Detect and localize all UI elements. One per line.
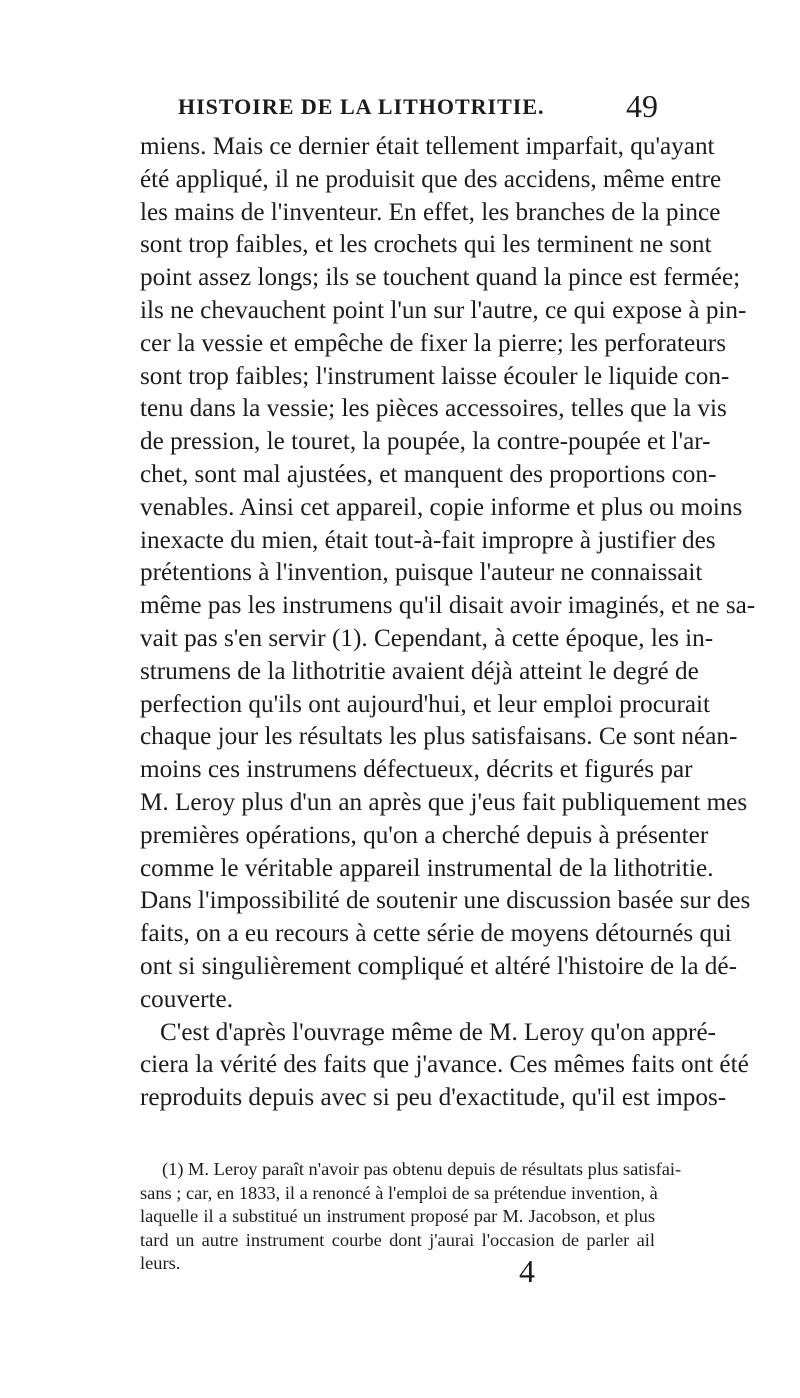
text-line: Dans l'impossibilité de soutenir une discussion basée sur des xyxy=(140,887,751,915)
text-line: couverte. xyxy=(140,985,234,1013)
text-line: ils ne chevauchent point l'un sur l'autre, ce qui expose à pin- xyxy=(140,296,747,324)
running-header xyxy=(178,88,698,128)
text-line: ciera la vérité des faits que j'avance. Ces mêmes faits ont été xyxy=(140,1051,749,1079)
text-line: les mains de l'inventeur. En effet, les branches de la pince xyxy=(140,198,721,226)
text-line: miens. Mais ce dernier était tellement imparfait, qu'ayant xyxy=(140,133,715,160)
text-line: reproduits depuis avec si peu d'exactitude, qu'il est impos- xyxy=(140,1084,727,1112)
text-line: comme le véritable appareil instrumental de la lithotritie. xyxy=(140,854,714,882)
footnote-line: laquelle il a substitué un instrument proposé par M. Jacobson, et plus xyxy=(140,1206,655,1226)
text-line: C'est d'après l'ouvrage même de M. Leroy qu'on appré- xyxy=(160,1018,717,1046)
text-line: ont si singulièrement compliqué et altéré l'histoire de la dé- xyxy=(140,952,737,980)
footnote-line: leurs. xyxy=(140,1253,181,1273)
text-line: tenu dans la vessie; les pièces accessoires, telles que la vis xyxy=(140,395,727,423)
text-line: M. Leroy plus d'un an après que j'eus fait publiquement mes xyxy=(140,788,748,816)
text-line: inexacte du mien, était tout-à-fait impropre à justifier des xyxy=(140,526,716,554)
text-line: été appliqué, il ne produisit que des accidens, même entre xyxy=(140,165,722,193)
text-line: vait pas s'en servir (1). Cependant, à cette époque, les in- xyxy=(140,624,714,652)
text-line: faits, on a eu recours à cette série de moyens détournés qui xyxy=(140,920,732,948)
running-head-title: HISTOIRE DE LA LITHOTRITIE. xyxy=(178,94,545,119)
footnote-line: tard un autre instrument courbe dont j'aurai l'occasion de parler ail xyxy=(140,1229,655,1250)
text-line: chaque jour les résultats les plus satisfaisans. Ce sont néan- xyxy=(140,723,738,751)
text-line: venables. Ainsi cet appareil, copie informe et plus ou moins xyxy=(140,493,743,521)
text-line: sont trop faibles; l'instrument laisse écouler le liquide con- xyxy=(140,362,730,390)
signature-mark: 4 xyxy=(519,1253,535,1289)
text-line: de pression, le touret, la poupée, la contre-poupée et l'ar- xyxy=(140,428,711,456)
footnote xyxy=(140,1158,682,1276)
body-text xyxy=(140,131,756,1115)
text-line: sont trop faibles, et les crochets qui les terminent ne sont xyxy=(140,231,712,259)
text-line: point assez longs; ils se touchent quand la pince est fermée; xyxy=(140,264,741,292)
text-line: chet, sont mal ajustées, et manquent des proportions con- xyxy=(140,460,717,488)
text-line: prétentions à l'invention, puisque l'auteur ne connaissait xyxy=(140,559,703,587)
text-line: moins ces instrumens défectueux, décrits et figurés par xyxy=(140,756,693,784)
footnote-line: sans ; car, en 1833, il a renoncé à l'emploi de sa prétendue invention, à xyxy=(140,1182,658,1203)
text-line: premières opérations, qu'on a cherché depuis à présenter xyxy=(140,821,709,849)
text-line: perfection qu'ils ont aujourd'hui, et leur emploi procurait xyxy=(140,690,711,718)
text-line: même pas les instrumens qu'il disait avoir imaginés, et ne sa- xyxy=(140,592,756,620)
text-line: cer la vessie et empêche de fixer la pierre; les perforateurs xyxy=(140,329,726,357)
footnote-line: (1) M. Leroy paraît n'avoir pas obtenu depuis de résultats plus satisfai- xyxy=(162,1159,682,1179)
text-line: strumens de la lithotritie avaient déjà atteint le degré de xyxy=(140,657,699,685)
page-number: 49 xyxy=(626,88,658,124)
